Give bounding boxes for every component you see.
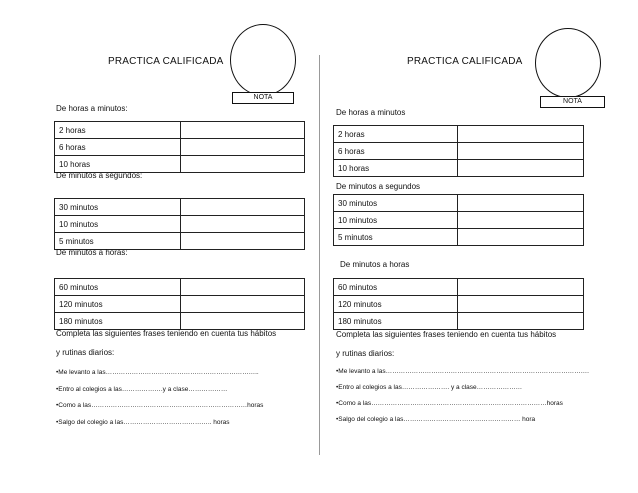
left-title: PRACTICA CALIFICADA	[108, 56, 224, 67]
answer-cell[interactable]	[181, 216, 305, 233]
table-row	[334, 313, 584, 330]
table-row	[334, 279, 584, 296]
answer-cell[interactable]	[181, 313, 305, 330]
table-row	[334, 143, 584, 160]
answer-cell[interactable]	[181, 279, 305, 296]
row-label: 10 minutos	[55, 216, 181, 233]
table-row	[55, 296, 305, 313]
left-section2-heading: De minutos a segundos:	[56, 171, 143, 180]
answer-cell[interactable]	[458, 195, 584, 212]
row-label: 6 horas	[334, 143, 458, 160]
left-nota-box: NOTA	[232, 92, 294, 104]
table-row	[334, 212, 584, 229]
answer-cell[interactable]	[458, 126, 584, 143]
right-grade-circle	[535, 28, 601, 98]
left-sentence-1: •Me levanto a las……………………………………………………………..	[56, 369, 259, 376]
right-sentence-1: •Me levanto a las………………………………………………………………………………….	[336, 368, 589, 375]
row-label: 30 minutos	[334, 195, 458, 212]
row-label: 60 minutos	[334, 279, 458, 296]
right-instruction-line2: y rutinas diarios:	[336, 349, 395, 358]
row-label: 2 horas	[334, 126, 458, 143]
left-sentence-4: •Salgo del colegio a las………………………………….. horas	[56, 419, 230, 426]
row-label: 60 minutos	[55, 279, 181, 296]
right-section2-heading: De minutos a segundos	[336, 182, 421, 191]
table-row	[334, 126, 584, 143]
table-row	[55, 139, 305, 156]
left-table-minutes-to-seconds	[54, 198, 305, 250]
table-row	[334, 229, 584, 246]
answer-cell[interactable]	[458, 160, 584, 177]
table-row	[55, 122, 305, 139]
right-nota-box: NOTA	[540, 96, 605, 108]
table-row	[334, 296, 584, 313]
row-label: 10 minutos	[334, 212, 458, 229]
right-table-minutes-to-seconds	[333, 194, 584, 246]
left-sentence-3: •Como a las………………………………………………………………horas	[56, 402, 264, 409]
right-instruction-line1: Completa las siguientes frases teniendo en cuenta tus hábitos	[336, 330, 557, 339]
right-section3-heading: De minutos a horas	[340, 260, 410, 269]
table-row	[55, 216, 305, 233]
page-divider	[319, 55, 320, 455]
left-instruction-line1: Completa las siguientes frases teniendo en cuenta tus hábitos	[56, 329, 277, 338]
row-label: 180 minutos	[55, 313, 181, 330]
table-row	[55, 156, 305, 173]
right-sentence-4: •Salgo del colegio a las……………………………………………… hora	[336, 416, 536, 423]
left-section1-heading: De horas a minutos:	[56, 104, 128, 113]
answer-cell[interactable]	[458, 296, 584, 313]
table-row	[55, 279, 305, 296]
answer-cell[interactable]	[181, 296, 305, 313]
table-row	[55, 233, 305, 250]
row-label: 10 horas	[334, 160, 458, 177]
row-label: 120 minutos	[55, 296, 181, 313]
answer-cell[interactable]	[181, 122, 305, 139]
answer-cell[interactable]	[458, 313, 584, 330]
right-table-hours-to-minutes	[333, 125, 584, 177]
row-label: 5 minutos	[55, 233, 181, 250]
left-sentence-2: •Entro al colegios a las……………….y a clase………………	[56, 386, 228, 393]
right-table-minutes-to-hours	[333, 278, 584, 330]
left-table-hours-to-minutes	[54, 121, 305, 173]
row-label: 2 horas	[55, 122, 181, 139]
table-row	[334, 160, 584, 177]
right-title: PRACTICA CALIFICADA	[407, 56, 523, 67]
left-section3-heading: De minutos a horas:	[56, 248, 128, 257]
row-label: 10 horas	[55, 156, 181, 173]
row-label: 180 minutos	[334, 313, 458, 330]
table-row	[334, 195, 584, 212]
left-table-minutes-to-hours	[54, 278, 305, 330]
answer-cell[interactable]	[458, 279, 584, 296]
answer-cell[interactable]	[181, 233, 305, 250]
right-sentence-2: •Entro al colegios a las…………………. y a clase…………………	[336, 384, 523, 391]
answer-cell[interactable]	[181, 156, 305, 173]
answer-cell[interactable]	[458, 212, 584, 229]
row-label: 5 minutos	[334, 229, 458, 246]
answer-cell[interactable]	[181, 199, 305, 216]
answer-cell[interactable]	[458, 229, 584, 246]
answer-cell[interactable]	[181, 139, 305, 156]
left-instruction-line2: y rutinas diarios:	[56, 348, 115, 357]
right-sentence-3: •Como a las………………………………………………………………………horas	[336, 400, 563, 407]
table-row	[55, 313, 305, 330]
left-grade-circle	[230, 24, 296, 96]
row-label: 120 minutos	[334, 296, 458, 313]
right-section1-heading: De horas a minutos	[336, 108, 406, 117]
answer-cell[interactable]	[458, 143, 584, 160]
row-label: 6 horas	[55, 139, 181, 156]
table-row	[55, 199, 305, 216]
row-label: 30 minutos	[55, 199, 181, 216]
